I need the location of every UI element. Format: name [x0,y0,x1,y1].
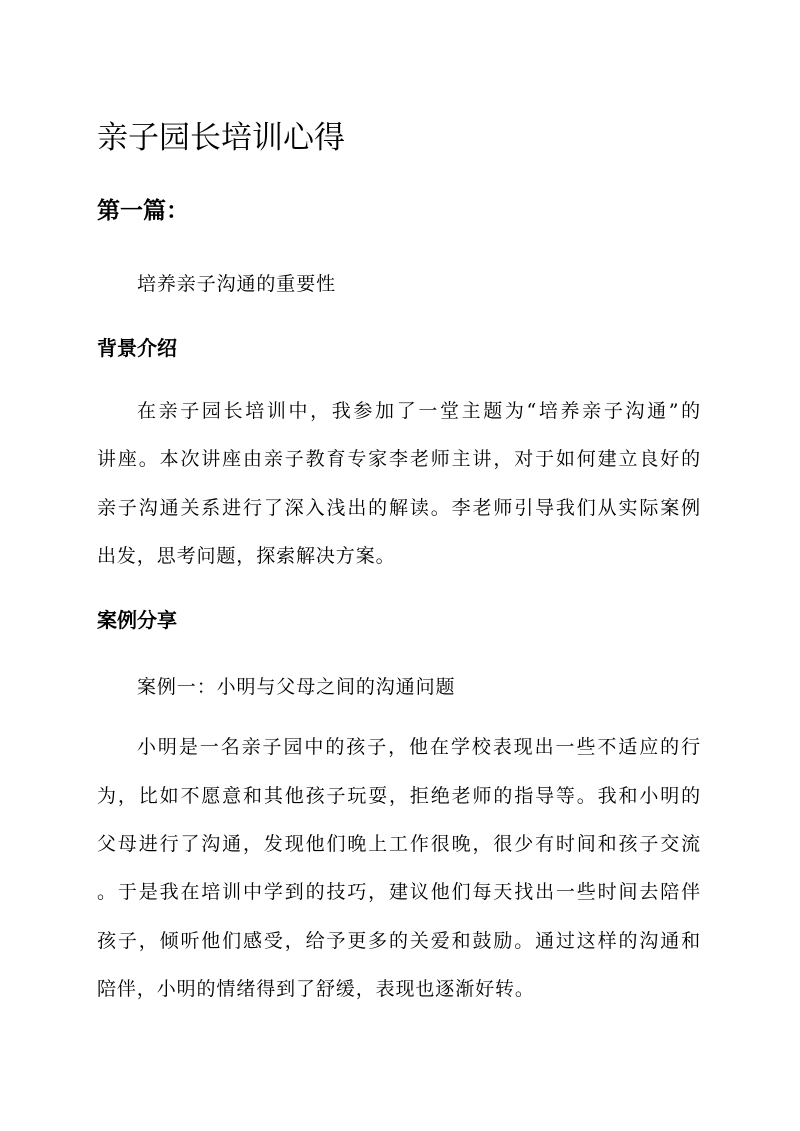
paragraph-line: 出发，思考问题，探索解决方案。 [97,545,396,567]
paragraph-line: 陪伴，小明的情绪得到了舒缓，表现也逐渐好转。 [97,978,535,1000]
paragraph-line: 孩子，倾听他们感受，给予更多的关爱和鼓励。通过这样的沟通和 [97,930,701,952]
paragraph-line: 为，比如不愿意和其他孩子玩耍，拒绝老师的指导等。我和小明的 [97,785,701,807]
paragraph-line: 在亲子园长培训中，我参加了一堂主题为“培养亲子沟通”的 [137,400,701,422]
paragraph-line: 亲子沟通关系进行了深入浅出的解读。李老师引导我们从实际案例 [97,497,701,519]
part-heading: 第一篇： [97,197,189,224]
page-title: 亲子园长培训心得 [97,119,345,156]
paragraph-line: 讲座。本次讲座由亲子教育专家李老师主讲，对于如何建立良好的 [97,448,701,470]
paragraph-line: 父母进行了沟通，发现他们晚上工作很晚，很少有时间和孩子交流 [97,833,701,855]
section-heading-cases: 案例分享 [97,608,177,632]
part-topic: 培养亲子沟通的重要性 [137,273,337,295]
paragraph-line: 。于是我在培训中学到的技巧，建议他们每天找出一些时间去陪伴 [97,881,701,903]
case-title: 案例一：小明与父母之间的沟通问题 [137,676,456,698]
paragraph-line: 小明是一名亲子园中的孩子，他在学校表现出一些不适应的行 [137,736,701,758]
section-heading-background: 背景介绍 [97,336,177,360]
